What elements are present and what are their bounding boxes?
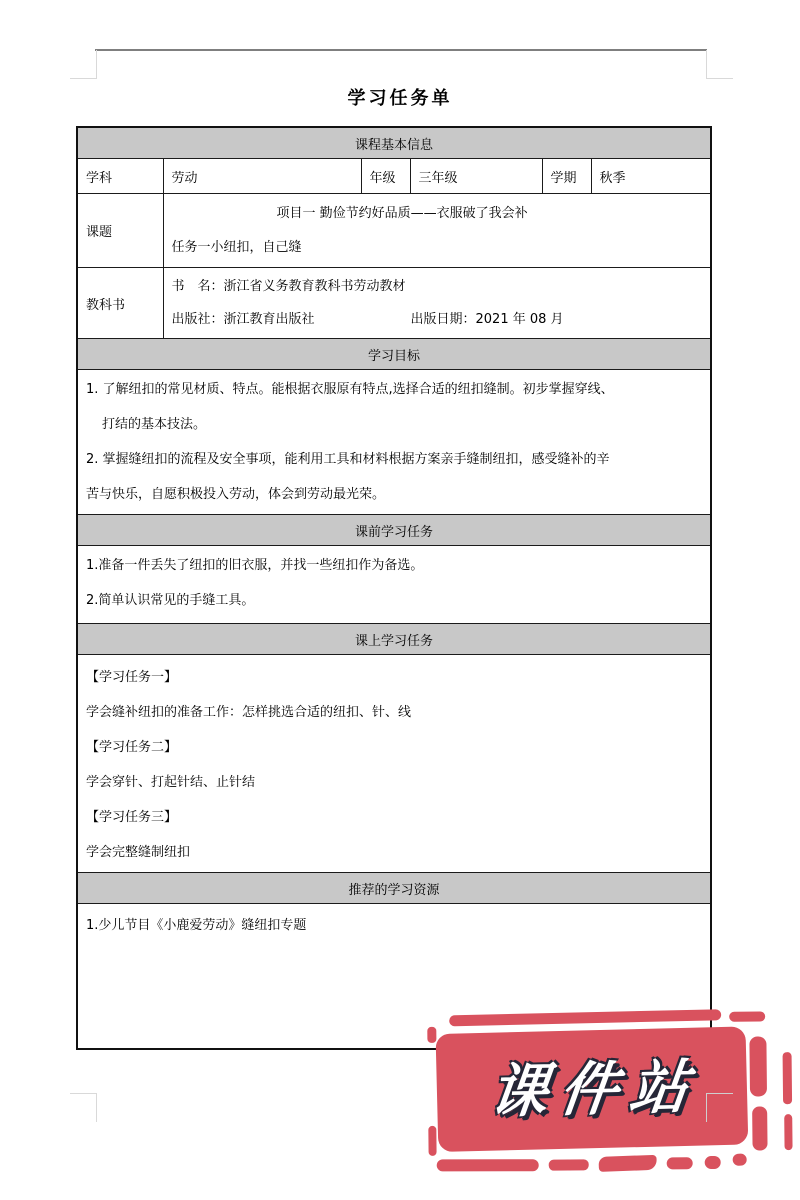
stamp-border-dash — [667, 1157, 693, 1169]
publisher-line — [172, 303, 703, 336]
in-class-line: 【学习任务三】 — [86, 810, 178, 825]
in-class-line: 学会缝补纽扣的准备工作：怎样挑选合适的纽扣、针、线 — [86, 705, 412, 720]
task-sheet-table — [76, 126, 712, 1050]
term-label: 学期 — [542, 159, 591, 194]
grade-label: 年级 — [361, 159, 410, 194]
course-info-row — [77, 159, 711, 194]
stamp-border-dash — [549, 1159, 589, 1170]
topic-row — [77, 194, 711, 268]
text-boundary-corner-bottom-right — [706, 1093, 733, 1122]
in-class-content-row — [77, 655, 711, 873]
section-header-resources — [77, 873, 711, 904]
page-top-edge-line — [95, 49, 707, 51]
stamp-border-dash — [705, 1156, 721, 1169]
pre-class-content — [77, 546, 711, 624]
topic-label: 课题 — [77, 194, 163, 268]
section-header-course-info — [77, 127, 711, 159]
section-header-label: 推荐的学习资源 — [77, 873, 711, 904]
goal-line: 1. 了解纽扣的常见材质、特点。能根据衣服原有特点,选择合适的纽扣缝制。初步掌握穿线、 — [86, 382, 614, 397]
grade-value: 三年级 — [410, 159, 542, 194]
goal-line: 2. 掌握缝纽扣的流程及安全事项，能利用工具和材料根据方案亲手缝制纽扣，感受缝补的辛 — [86, 452, 610, 467]
topic-line-2: 任务一小纽扣，自己缝 — [171, 239, 302, 255]
in-class-line: 学会完整缝制纽扣 — [86, 845, 191, 860]
stamp-border-dash — [749, 1036, 767, 1096]
section-header-label: 课前学习任务 — [77, 515, 711, 546]
text-boundary-corner-top-left — [70, 50, 97, 79]
subject-label: 学科 — [77, 159, 163, 194]
book-name: 书 名：浙江省义务教育教科书劳动教材 — [171, 279, 406, 294]
section-header-label: 课程基本信息 — [77, 127, 711, 159]
section-header-in-class — [77, 624, 711, 655]
stamp-border-dash — [598, 1155, 657, 1172]
term-value: 秋季 — [591, 159, 711, 194]
topic-line-1: 项目一 勤俭节约好品质——衣服破了我会补 — [276, 205, 528, 221]
in-class-line: 【学习任务一】 — [86, 670, 178, 685]
stamp-border-dash — [437, 1159, 539, 1171]
subject-value: 劳动 — [163, 159, 361, 194]
goal-line: 苦与快乐，自愿积极投入劳动，体会到劳动最光荣。 — [86, 487, 386, 502]
text-boundary-corner-top-right — [706, 50, 733, 79]
stamp-text: 课件站 — [485, 1052, 704, 1126]
pre-class-content-row — [77, 546, 711, 624]
stamp-border-dash — [427, 1027, 436, 1043]
publish-date: 出版日期：2021 年 08 月 — [410, 312, 564, 327]
topic-value — [163, 194, 711, 268]
section-header-label: 学习目标 — [77, 339, 711, 370]
section-header-pre-class — [77, 515, 711, 546]
stamp-border-dash — [729, 1011, 765, 1021]
textbook-row — [77, 268, 711, 339]
section-header-label: 课上学习任务 — [77, 624, 711, 655]
stamp-border-dash — [784, 1114, 792, 1150]
stamp-border-dash — [733, 1154, 747, 1166]
section-header-goals — [77, 339, 711, 370]
page-title: 学习任务单 — [347, 88, 453, 109]
stamp-body — [436, 1026, 749, 1152]
in-class-line: 学会穿针、打起针结、止针结 — [86, 775, 256, 790]
courseware-stamp-watermark — [427, 1010, 800, 1182]
resource-line: 1.少儿节目《小鹿爱劳动》缝纽扣专题 — [86, 918, 307, 933]
goals-content — [77, 370, 711, 515]
text-boundary-corner-bottom-left — [70, 1093, 97, 1122]
pre-class-line: 1.准备一件丢失了纽扣的旧衣服，并找一些纽扣作为备选。 — [86, 558, 424, 573]
goals-content-row — [77, 370, 711, 515]
in-class-line: 【学习任务二】 — [86, 740, 178, 755]
pre-class-line: 2.简单认识常见的手缝工具。 — [86, 593, 255, 608]
goal-line: 打结的基本技法。 — [102, 417, 207, 432]
stamp-border-dash — [428, 1126, 436, 1156]
in-class-content — [77, 655, 711, 873]
textbook-label: 教科书 — [77, 268, 163, 339]
stamp-border-dash — [783, 1052, 793, 1104]
publisher: 出版社：浙江教育出版社 — [171, 312, 315, 327]
textbook-value — [163, 268, 711, 339]
stamp-border-dash — [752, 1106, 767, 1150]
